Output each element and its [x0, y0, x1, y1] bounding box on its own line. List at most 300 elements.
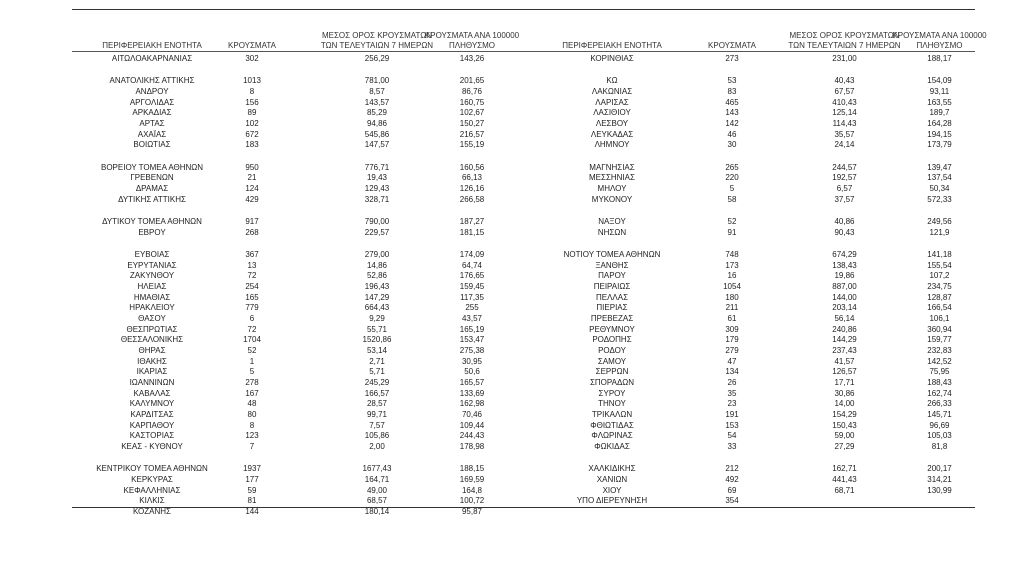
- region-cell: ΛΑΚΩΝΙΑΣ: [591, 87, 633, 96]
- cases-cell: 183: [245, 140, 259, 149]
- region-cell: ΔΥΤΙΚΗΣ ΑΤΤΙΚΗΣ: [118, 195, 186, 204]
- header-cases: ΚΡΟΥΣΜΑΤΑ: [228, 41, 276, 50]
- avg-7day-cell: 90,43: [834, 228, 855, 237]
- region-cell: ΚΕΝΤΡΙΚΟΥ ΤΟΜΕΑ ΑΘΗΝΩΝ: [96, 464, 208, 473]
- region-cell: ΑΝΔΡΟΥ: [135, 87, 169, 96]
- header-avg-line1: ΜΕΣΟΣ ΟΡΟΣ ΚΡΟΥΣΜΑΤΩΝ: [789, 31, 900, 40]
- cases-cell: 153: [725, 421, 739, 430]
- cases-cell: 89: [247, 108, 257, 117]
- cases-cell: 465: [725, 98, 739, 107]
- cases-cell: 220: [725, 173, 739, 182]
- region-cell: ΧΑΛΚΙΔΙΚΗΣ: [588, 464, 636, 473]
- cases-cell: 177: [245, 475, 259, 484]
- avg-7day-cell: 41,57: [834, 357, 855, 366]
- cases-cell: 134: [725, 367, 739, 376]
- cases-cell: 81: [247, 496, 257, 505]
- region-cell: ΘΕΣΠΡΩΤΙΑΣ: [126, 325, 178, 334]
- cases-cell: 1704: [243, 335, 261, 344]
- per-100k-cell: 50,34: [929, 184, 950, 193]
- avg-7day-cell: 19,86: [834, 271, 855, 280]
- cases-cell: 69: [727, 486, 737, 495]
- cases-cell: 58: [727, 195, 737, 204]
- cases-cell: 273: [725, 54, 739, 63]
- cases-cell: 143: [725, 108, 739, 117]
- per-100k-cell: 75,95: [929, 367, 950, 376]
- avg-7day-cell: 229,57: [364, 228, 390, 237]
- avg-7day-cell: 144,29: [832, 335, 857, 344]
- region-cell: ΚΕΦΑΛΛΗΝΙΑΣ: [123, 486, 181, 495]
- per-100k-cell: 275,38: [459, 346, 485, 355]
- per-100k-cell: 360,94: [927, 325, 952, 334]
- per-100k-cell: 165,19: [459, 325, 485, 334]
- cases-cell: 173: [725, 261, 739, 270]
- avg-7day-cell: 150,43: [832, 421, 857, 430]
- region-cell: ΥΠΟ ΔΙΕΡΕΥΝΗΣΗ: [576, 496, 648, 505]
- cases-cell: 254: [245, 282, 259, 291]
- avg-7day-cell: 68,71: [834, 486, 855, 495]
- cases-cell: 80: [247, 410, 257, 419]
- region-cell: ΠΙΕΡΙΑΣ: [596, 303, 628, 312]
- per-100k-cell: 155,19: [459, 140, 485, 149]
- cases-cell: 6: [249, 314, 255, 323]
- per-100k-cell: 160,75: [459, 98, 485, 107]
- table-bottom-border: [72, 507, 975, 508]
- cases-cell: 167: [245, 389, 259, 398]
- region-cell: ΑΡΚΑΔΙΑΣ: [132, 108, 172, 117]
- cases-cell: 13: [247, 261, 257, 270]
- per-100k-cell: 81,8: [931, 442, 948, 451]
- avg-7day-cell: 887,00: [832, 282, 857, 291]
- region-cell: ΝΗΣΩΝ: [597, 228, 627, 237]
- per-100k-cell: 176,65: [459, 271, 485, 280]
- avg-7day-cell: 328,71: [364, 195, 390, 204]
- per-100k-cell: 150,27: [459, 119, 485, 128]
- per-100k-cell: 66,13: [461, 173, 483, 182]
- avg-7day-cell: 203,14: [832, 303, 857, 312]
- cases-cell: 52: [727, 217, 737, 226]
- cases-cell: 5: [249, 367, 255, 376]
- region-cell: ΗΜΑΘΙΑΣ: [133, 293, 171, 302]
- avg-7day-cell: 99,71: [366, 410, 388, 419]
- avg-7day-cell: 85,29: [366, 108, 388, 117]
- per-100k-cell: 572,33: [927, 195, 952, 204]
- per-100k-cell: 165,57: [459, 378, 485, 387]
- avg-7day-cell: 19,43: [366, 173, 388, 182]
- avg-7day-cell: 1520,86: [362, 335, 392, 344]
- per-100k-cell: 155,54: [927, 261, 952, 270]
- avg-7day-cell: 129,43: [364, 184, 390, 193]
- avg-7day-cell: 231,00: [832, 54, 857, 63]
- region-cell: ΘΕΣΣΑΛΟΝΙΚΗΣ: [120, 335, 184, 344]
- cases-cell: 53: [727, 76, 737, 85]
- cases-cell: 8: [249, 87, 255, 96]
- per-100k-cell: 160,56: [459, 163, 485, 172]
- avg-7day-cell: 30,86: [834, 389, 855, 398]
- avg-7day-cell: 147,29: [364, 293, 390, 302]
- region-cell: ΒΟΡΕΙΟΥ ΤΟΜΕΑ ΑΘΗΝΩΝ: [100, 163, 204, 172]
- region-cell: ΤΡΙΚΑΛΩΝ: [591, 410, 633, 419]
- cases-cell: 72: [247, 271, 257, 280]
- cases-cell: 179: [725, 335, 739, 344]
- region-cell: ΑΡΤΑΣ: [139, 119, 165, 128]
- per-100k-cell: 163,55: [927, 98, 952, 107]
- avg-7day-cell: 9,29: [369, 314, 385, 323]
- avg-7day-cell: 7,57: [369, 421, 385, 430]
- per-100k-cell: 154,09: [927, 76, 952, 85]
- per-100k-cell: 174,09: [459, 250, 485, 259]
- avg-7day-cell: 196,43: [364, 282, 390, 291]
- avg-7day-cell: 144,00: [832, 293, 857, 302]
- table-right-half: [532, 9, 987, 509]
- region-cell: ΙΩΑΝΝΙΝΩΝ: [129, 378, 175, 387]
- region-cell: ΛΑΣΙΘΙΟΥ: [593, 108, 631, 117]
- cases-table: [72, 9, 987, 516]
- region-cell: ΤΗΝΟΥ: [598, 399, 626, 408]
- table-left-half: [72, 9, 532, 516]
- avg-7day-cell: 244,57: [832, 163, 857, 172]
- per-100k-cell: 188,43: [927, 378, 952, 387]
- per-100k-cell: 102,67: [459, 108, 485, 117]
- per-100k-cell: 137,54: [927, 173, 952, 182]
- region-cell: ΔΡΑΜΑΣ: [135, 184, 169, 193]
- avg-7day-cell: 166,57: [364, 389, 390, 398]
- cases-cell: 191: [725, 410, 739, 419]
- region-cell: ΠΑΡΟΥ: [598, 271, 626, 280]
- region-cell: ΜΕΣΣΗΝΙΑΣ: [589, 173, 635, 182]
- per-100k-cell: 173,79: [927, 140, 952, 149]
- region-cell: ΠΡΕΒΕΖΑΣ: [590, 314, 634, 323]
- avg-7day-cell: 8,57: [369, 87, 385, 96]
- per-100k-cell: 130,99: [927, 486, 952, 495]
- region-cell: ΚΑΣΤΟΡΙΑΣ: [129, 431, 175, 440]
- cases-cell: 21: [247, 173, 257, 182]
- region-cell: ΚΑΡΔΙΤΣΑΣ: [130, 410, 174, 419]
- avg-7day-cell: 5,71: [369, 367, 385, 376]
- region-cell: ΛΑΡΙΣΑΣ: [595, 98, 629, 107]
- per-100k-cell: 159,45: [459, 282, 485, 291]
- cases-cell: 23: [727, 399, 737, 408]
- per-100k-cell: 178,98: [459, 442, 485, 451]
- per-100k-cell: 100,72: [459, 496, 485, 505]
- cases-cell: 354: [725, 496, 739, 505]
- avg-7day-cell: 664,43: [364, 303, 390, 312]
- header-avg-line2: ΤΩΝ ΤΕΛΕΥΤΑΙΩΝ 7 ΗΜΕΡΩΝ: [788, 41, 901, 50]
- per-100k-cell: 194,15: [927, 130, 952, 139]
- region-cell: ΘΗΡΑΣ: [138, 346, 166, 355]
- avg-7day-cell: 68,57: [366, 496, 388, 505]
- per-100k-cell: 166,54: [927, 303, 952, 312]
- per-100k-cell: 244,43: [459, 431, 485, 440]
- avg-7day-cell: 17,71: [834, 378, 855, 387]
- header-per100k-line1: ΚΡΟΥΣΜΑΤΑ ΑΝΑ 100000: [424, 31, 520, 40]
- header-cases: ΚΡΟΥΣΜΑΤΑ: [708, 41, 756, 50]
- per-100k-cell: 169,59: [459, 475, 485, 484]
- cases-cell: 1013: [243, 76, 261, 85]
- avg-7day-cell: 1677,43: [362, 464, 392, 473]
- header-per100k-line1: ΚΡΟΥΣΜΑΤΑ ΑΝΑ 100000: [892, 31, 987, 40]
- per-100k-cell: 30,95: [461, 357, 483, 366]
- avg-7day-cell: 256,29: [364, 54, 390, 63]
- avg-7day-cell: 35,57: [834, 130, 855, 139]
- region-cell: ΠΕΛΛΑΣ: [595, 293, 629, 302]
- cases-cell: 302: [245, 54, 259, 63]
- region-cell: ΧΑΝΙΩΝ: [596, 475, 628, 484]
- cases-cell: 26: [727, 378, 737, 387]
- avg-7day-cell: 6,57: [836, 184, 853, 193]
- per-100k-cell: 93,11: [929, 87, 950, 96]
- region-cell: ΚΑΒΑΛΑΣ: [133, 389, 171, 398]
- cases-cell: 142: [725, 119, 739, 128]
- cases-cell: 47: [727, 357, 737, 366]
- cases-cell: 672: [245, 130, 259, 139]
- region-cell: ΑΧΑΪΑΣ: [137, 130, 167, 139]
- per-100k-cell: 314,21: [927, 475, 952, 484]
- per-100k-cell: 201,65: [459, 76, 485, 85]
- region-cell: ΑΡΓΟΛΙΔΑΣ: [129, 98, 175, 107]
- region-cell: ΝΑΞΟΥ: [598, 217, 626, 226]
- avg-7day-cell: 2,00: [369, 442, 385, 451]
- region-cell: ΔΥΤΙΚΟΥ ΤΟΜΕΑ ΑΘΗΝΩΝ: [102, 217, 202, 226]
- cases-cell: 211: [725, 303, 739, 312]
- avg-7day-cell: 143,57: [364, 98, 390, 107]
- avg-7day-cell: 49,00: [366, 486, 388, 495]
- cases-cell: 212: [725, 464, 739, 473]
- region-cell: ΕΥΡΥΤΑΝΙΑΣ: [127, 261, 177, 270]
- region-cell: ΡΕΘΥΜΝΟΥ: [589, 325, 635, 334]
- per-100k-cell: 159,77: [927, 335, 952, 344]
- cases-cell: 1: [249, 357, 255, 366]
- region-cell: ΚΑΛΥΜΝΟΥ: [129, 399, 175, 408]
- region-cell: ΚΟΖΑΝΗΣ: [132, 507, 172, 516]
- per-100k-cell: 249,56: [927, 217, 952, 226]
- header-per100k-line2: ΠΛΗΘΥΣΜΟ: [448, 41, 496, 50]
- per-100k-cell: 187,27: [459, 217, 485, 226]
- header-avg-line2: ΤΩΝ ΤΕΛΕΥΤΑΙΩΝ 7 ΗΜΕΡΩΝ: [320, 41, 434, 50]
- avg-7day-cell: 40,43: [834, 76, 855, 85]
- region-cell: ΣΠΟΡΑΔΩΝ: [589, 378, 635, 387]
- avg-7day-cell: 410,43: [832, 98, 857, 107]
- cases-cell: 748: [725, 250, 739, 259]
- avg-7day-cell: 441,43: [832, 475, 857, 484]
- region-cell: ΦΛΩΡΙΝΑΣ: [591, 431, 633, 440]
- region-cell: ΚΑΡΠΑΘΟΥ: [129, 421, 175, 430]
- avg-7day-cell: 126,57: [832, 367, 857, 376]
- avg-7day-cell: 56,14: [834, 314, 855, 323]
- cases-cell: 35: [727, 389, 737, 398]
- avg-7day-cell: 776,71: [364, 163, 390, 172]
- avg-7day-cell: 164,71: [364, 475, 390, 484]
- header-divider: [72, 51, 975, 52]
- cases-cell: 83: [727, 87, 737, 96]
- cases-cell: 16: [727, 271, 737, 280]
- cases-cell: 268: [245, 228, 259, 237]
- per-100k-cell: 188,17: [927, 54, 952, 63]
- per-100k-cell: 105,03: [927, 431, 952, 440]
- avg-7day-cell: 27,29: [834, 442, 855, 451]
- cases-cell: 48: [247, 399, 257, 408]
- avg-7day-cell: 790,00: [364, 217, 390, 226]
- avg-7day-cell: 279,00: [364, 250, 390, 259]
- per-100k-cell: 133,69: [459, 389, 485, 398]
- region-cell: ΡΟΔΟΥ: [598, 346, 626, 355]
- region-cell: ΦΘΙΩΤΙΔΑΣ: [590, 421, 634, 430]
- region-cell: ΙΘΑΚΗΣ: [137, 357, 167, 366]
- per-100k-cell: 43,57: [461, 314, 483, 323]
- header-region: ΠΕΡΙΦΕΡΕΙΑΚΗ ΕΝΟΤΗΤΑ: [562, 41, 662, 50]
- avg-7day-cell: 245,29: [364, 378, 390, 387]
- avg-7day-cell: 40,86: [834, 217, 855, 226]
- cases-cell: 59: [247, 486, 257, 495]
- avg-7day-cell: 781,00: [364, 76, 390, 85]
- cases-cell: 1937: [243, 464, 261, 473]
- per-100k-cell: 232,83: [927, 346, 952, 355]
- per-100k-cell: 107,2: [929, 271, 950, 280]
- per-100k-cell: 164,8: [461, 486, 483, 495]
- cases-cell: 492: [725, 475, 739, 484]
- per-100k-cell: 117,35: [460, 293, 484, 302]
- per-100k-cell: 153,47: [459, 335, 485, 344]
- region-cell: ΖΑΚΥΝΘΟΥ: [129, 271, 175, 280]
- per-100k-cell: 121,9: [929, 228, 950, 237]
- per-100k-cell: 139,47: [927, 163, 952, 172]
- header-region: ΠΕΡΙΦΕΡΕΙΑΚΗ ΕΝΟΤΗΤΑ: [102, 41, 202, 50]
- cases-cell: 165: [245, 293, 259, 302]
- avg-7day-cell: 154,29: [832, 410, 857, 419]
- cases-cell: 123: [245, 431, 259, 440]
- per-100k-cell: 200,17: [927, 464, 952, 473]
- region-cell: ΙΚΑΡΙΑΣ: [136, 367, 168, 376]
- cases-cell: 279: [725, 346, 739, 355]
- cases-cell: 52: [247, 346, 257, 355]
- avg-7day-cell: 52,86: [366, 271, 388, 280]
- per-100k-cell: 109,44: [459, 421, 485, 430]
- per-100k-cell: 128,87: [927, 293, 952, 302]
- avg-7day-cell: 545,86: [364, 130, 390, 139]
- avg-7day-cell: 55,71: [366, 325, 388, 334]
- avg-7day-cell: 674,29: [832, 250, 857, 259]
- region-cell: ΕΥΒΟΙΑΣ: [134, 250, 170, 259]
- cases-cell: 309: [725, 325, 739, 334]
- cases-cell: 72: [247, 325, 257, 334]
- per-100k-cell: 181,15: [459, 228, 485, 237]
- region-cell: ΠΕΙΡΑΙΩΣ: [593, 282, 631, 291]
- avg-7day-cell: 105,86: [364, 431, 390, 440]
- cases-cell: 30: [727, 140, 737, 149]
- avg-7day-cell: 94,86: [366, 119, 388, 128]
- per-100k-cell: 234,75: [927, 282, 952, 291]
- per-100k-cell: 266,58: [459, 195, 485, 204]
- avg-7day-cell: 237,43: [832, 346, 857, 355]
- avg-7day-cell: 67,57: [834, 87, 855, 96]
- avg-7day-cell: 28,57: [366, 399, 388, 408]
- cases-cell: 91: [727, 228, 737, 237]
- per-100k-cell: 106,1: [929, 314, 950, 323]
- avg-7day-cell: 192,57: [832, 173, 857, 182]
- region-cell: ΡΟΔΟΠΗΣ: [592, 335, 632, 344]
- region-cell: ΗΛΕΙΑΣ: [137, 282, 167, 291]
- per-100k-cell: 86,76: [461, 87, 483, 96]
- per-100k-cell: 95,87: [461, 507, 483, 516]
- cases-cell: 54: [727, 431, 737, 440]
- region-cell: ΚΙΛΚΙΣ: [139, 496, 165, 505]
- region-cell: ΣΑΜΟΥ: [597, 357, 627, 366]
- cases-cell: 917: [245, 217, 259, 226]
- avg-7day-cell: 24,14: [834, 140, 855, 149]
- avg-7day-cell: 162,71: [832, 464, 857, 473]
- cases-cell: 429: [245, 195, 259, 204]
- per-100k-cell: 70,46: [461, 410, 483, 419]
- cases-cell: 156: [245, 98, 259, 107]
- cases-cell: 144: [245, 507, 259, 516]
- avg-7day-cell: 138,43: [832, 261, 857, 270]
- header-avg-line1: ΜΕΣΟΣ ΟΡΟΣ ΚΡΟΥΣΜΑΤΩΝ: [321, 31, 433, 40]
- per-100k-cell: 143,26: [459, 54, 485, 63]
- avg-7day-cell: 59,00: [834, 431, 855, 440]
- region-cell: ΚΕΡΚΥΡΑΣ: [131, 475, 173, 484]
- avg-7day-cell: 53,14: [366, 346, 388, 355]
- avg-7day-cell: 37,57: [834, 195, 855, 204]
- region-cell: ΑΙΤΩΛΟΑΚΑΡΝΑΝΙΑΣ: [111, 54, 193, 63]
- per-100k-cell: 164,28: [927, 119, 952, 128]
- per-100k-cell: 162,98: [459, 399, 485, 408]
- region-cell: ΜΗΛΟΥ: [597, 184, 627, 193]
- region-cell: ΚΟΡΙΝΘΙΑΣ: [590, 54, 634, 63]
- per-100k-cell: 96,69: [929, 421, 950, 430]
- region-cell: ΘΑΣΟΥ: [138, 314, 166, 323]
- cases-cell: 367: [245, 250, 259, 259]
- cases-cell: 779: [245, 303, 259, 312]
- cases-cell: 278: [245, 378, 259, 387]
- per-100k-cell: 266,33: [927, 399, 952, 408]
- cases-cell: 61: [727, 314, 737, 323]
- cases-cell: 7: [249, 442, 255, 451]
- per-100k-cell: 141,18: [927, 250, 952, 259]
- region-cell: ΦΩΚΙΔΑΣ: [594, 442, 630, 451]
- per-100k-cell: 145,71: [927, 410, 952, 419]
- region-cell: ΗΡΑΚΛΕΙΟΥ: [129, 303, 175, 312]
- avg-7day-cell: 240,86: [832, 325, 857, 334]
- region-cell: ΜΑΓΝΗΣΙΑΣ: [589, 163, 635, 172]
- avg-7day-cell: 14,00: [834, 399, 855, 408]
- region-cell: ΛΕΣΒΟΥ: [595, 119, 629, 128]
- avg-7day-cell: 2,71: [369, 357, 385, 366]
- region-cell: ΛΕΥΚΑΔΑΣ: [590, 130, 634, 139]
- avg-7day-cell: 125,14: [832, 108, 857, 117]
- region-cell: ΜΥΚΟΝΟΥ: [591, 195, 633, 204]
- cases-cell: 8: [249, 421, 255, 430]
- avg-7day-cell: 180,14: [364, 507, 390, 516]
- cases-cell: 33: [727, 442, 737, 451]
- cases-cell: 124: [245, 184, 259, 193]
- cases-cell: 1054: [723, 282, 741, 291]
- per-100k-cell: 142,52: [927, 357, 952, 366]
- region-cell: ΣΕΡΡΩΝ: [595, 367, 629, 376]
- avg-7day-cell: 147,57: [364, 140, 390, 149]
- header-per100k-line2: ΠΛΗΘΥΣΜΟ: [916, 41, 963, 50]
- per-100k-cell: 216,57: [459, 130, 485, 139]
- per-100k-cell: 64,74: [461, 261, 483, 270]
- region-cell: ΕΒΡΟΥ: [138, 228, 166, 237]
- region-cell: ΚΕΑΣ - ΚΥΘΝΟΥ: [121, 442, 183, 451]
- avg-7day-cell: 14,86: [366, 261, 388, 270]
- per-100k-cell: 50,6: [464, 367, 480, 376]
- region-cell: ΧΙΟΥ: [602, 486, 622, 495]
- cases-cell: 180: [725, 293, 739, 302]
- avg-7day-cell: 114,43: [832, 119, 857, 128]
- region-cell: ΓΡΕΒΕΝΩΝ: [130, 173, 174, 182]
- region-cell: ΝΟΤΙΟΥ ΤΟΜΕΑ ΑΘΗΝΩΝ: [563, 250, 661, 259]
- cases-cell: 46: [727, 130, 737, 139]
